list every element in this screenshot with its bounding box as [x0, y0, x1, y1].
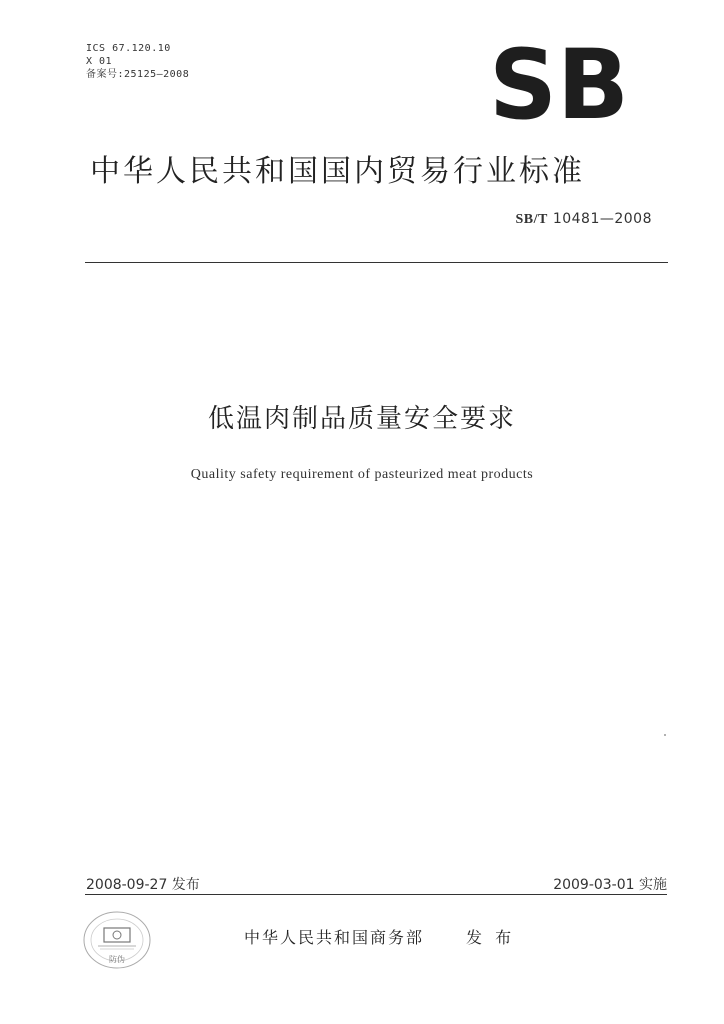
document-title-cn: 低温肉制品质量安全要求 [207, 404, 516, 434]
standard-code-prefix: SB/T [515, 212, 548, 227]
anti-counterfeit-seal-icon [80, 910, 154, 974]
standard-code [516, 211, 652, 228]
issue-label: 发 布 [466, 928, 516, 947]
record-number: 备案号:25125—2008 [86, 69, 190, 80]
standard-category-title: 中华人民共和国国内贸易行业标准 [90, 154, 585, 189]
classification-code: X 01 [86, 56, 113, 67]
svg-text:SB: SB [489, 46, 629, 120]
standard-code-number: 10481—2008 [552, 211, 652, 227]
document-metadata [86, 42, 189, 81]
implement-date: 2009-03-01 实施 [553, 877, 667, 893]
speck [664, 734, 666, 736]
ics-code: ICS 67.120.10 [86, 43, 171, 54]
publish-date: 2008-09-27 发布 [86, 877, 200, 893]
svg-text:防伪: 防伪 [109, 955, 125, 964]
top-divider [85, 262, 668, 263]
bottom-divider [85, 894, 667, 895]
sb-logo [488, 46, 630, 120]
document-title-en: Quality safety requirement of pasteurized meat products [190, 467, 534, 482]
issuing-authority: 中华人民共和国商务部 [244, 928, 425, 947]
